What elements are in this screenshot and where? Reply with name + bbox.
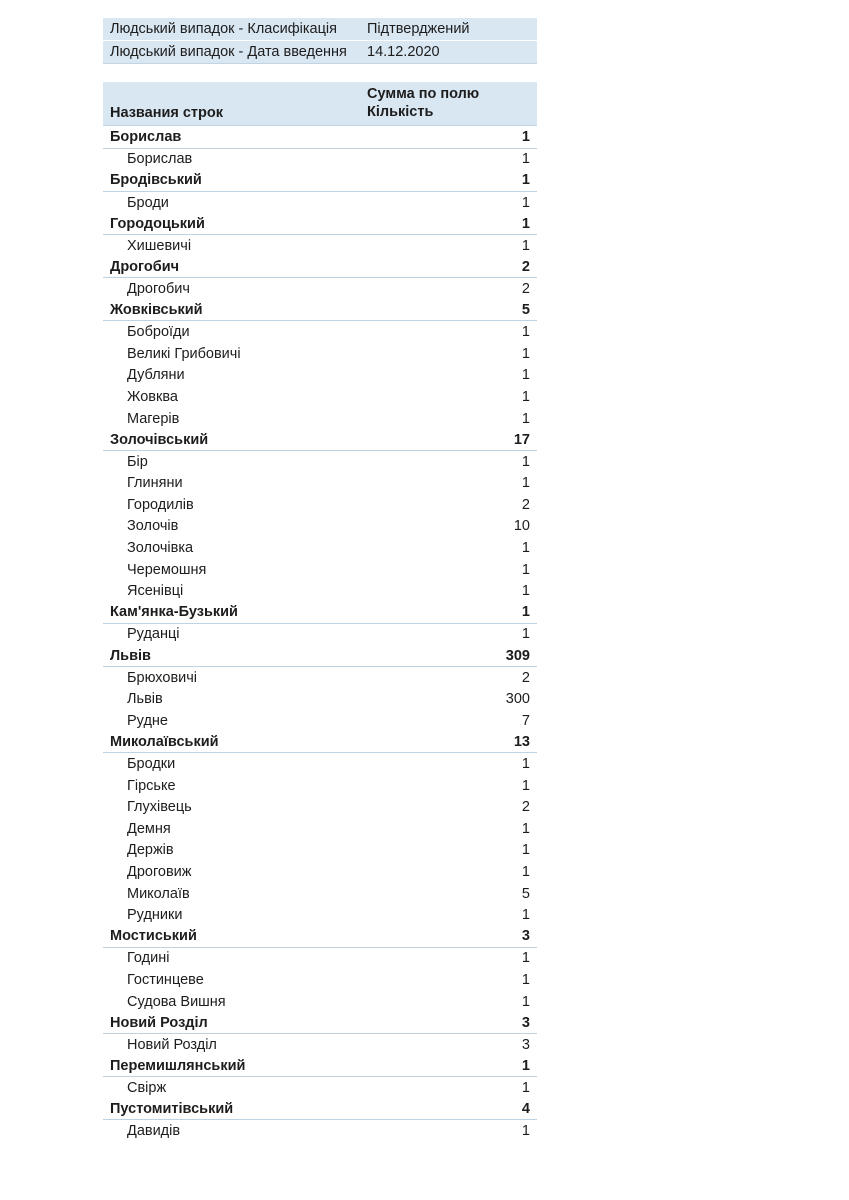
pivot-item-row <box>103 883 537 905</box>
row-labels-header-cell[interactable] <box>103 82 360 125</box>
pivot-item-row <box>103 235 537 257</box>
row-value-cell[interactable]: 2 <box>521 280 530 297</box>
row-label-cell[interactable]: Демня <box>127 820 171 837</box>
values-header-line2: Кількість <box>367 104 434 120</box>
pivot-item-row <box>103 537 537 559</box>
row-value-cell[interactable]: 5 <box>521 885 530 902</box>
row-value-cell[interactable]: 1 <box>521 215 530 232</box>
row-value-cell[interactable]: 1 <box>521 194 530 211</box>
pivot-item-row <box>103 321 537 343</box>
pivot-group-row <box>103 300 537 322</box>
pivot-item-row <box>103 1077 537 1099</box>
pivot-group-row <box>103 645 537 667</box>
pivot-item-row <box>103 991 537 1013</box>
row-label-cell[interactable]: Свірж <box>127 1079 167 1096</box>
pivot-item-row <box>103 775 537 797</box>
row-label-cell[interactable]: Давидів <box>127 1123 181 1140</box>
row-value-cell[interactable]: 1 <box>521 151 530 168</box>
row-label-cell[interactable]: Львів <box>127 691 163 708</box>
filter-row <box>103 40 537 63</box>
pivot-item-row <box>103 1034 537 1056</box>
pivot-group-row <box>103 257 537 279</box>
row-labels-header-text: Названия строк <box>110 105 224 121</box>
row-value-cell[interactable]: 7 <box>521 712 530 729</box>
row-value-cell[interactable]: 1 <box>521 475 530 492</box>
row-value-cell[interactable]: 3 <box>521 1014 530 1031</box>
row-value-cell[interactable]: 10 <box>513 518 530 535</box>
row-label-cell[interactable]: Кам'янка-Бузький <box>110 604 238 621</box>
row-value-cell[interactable]: 1 <box>521 237 530 254</box>
row-label-cell[interactable]: Черемошня <box>127 561 207 578</box>
row-value-cell[interactable]: 300 <box>505 691 530 708</box>
row-label-cell[interactable]: Хишевичі <box>127 237 192 254</box>
row-label-cell[interactable]: Броди <box>127 194 169 211</box>
pivot-filter-block <box>103 18 537 64</box>
row-value-cell[interactable]: 1 <box>521 950 530 967</box>
row-label-cell[interactable]: Рудники <box>127 907 183 924</box>
row-value-cell[interactable]: 1 <box>521 324 530 341</box>
row-label-cell[interactable]: Дроговиж <box>127 863 192 880</box>
row-label-cell[interactable]: Борислав <box>110 129 182 146</box>
row-value-cell[interactable]: 1 <box>521 777 530 794</box>
pivot-group-row <box>103 429 537 451</box>
row-value-cell[interactable]: 13 <box>513 733 530 750</box>
pivot-group-row <box>103 213 537 235</box>
row-value-cell[interactable]: 1 <box>521 129 530 146</box>
row-value-cell[interactable]: 1 <box>521 907 530 924</box>
row-value-cell[interactable]: 2 <box>521 258 530 275</box>
pivot-header-row <box>103 82 537 126</box>
row-label-cell[interactable]: Годині <box>127 950 170 967</box>
values-header-line1: Сумма по полю <box>367 86 480 102</box>
row-label-cell[interactable]: Миколаївський <box>110 733 219 750</box>
row-value-cell[interactable]: 1 <box>521 583 530 600</box>
pivot-item-row <box>103 840 537 862</box>
pivot-rows <box>103 127 537 1142</box>
pivot-item-row <box>103 948 537 970</box>
row-label-cell[interactable]: Держів <box>127 842 174 859</box>
pivot-item-row <box>103 861 537 883</box>
pivot-group-row <box>103 1012 537 1034</box>
pivot-group-row <box>103 1056 537 1078</box>
pivot-group-row <box>103 926 537 948</box>
row-value-cell[interactable]: 309 <box>505 647 530 664</box>
row-value-cell[interactable]: 1 <box>521 993 530 1010</box>
pivot-item-row <box>103 580 537 602</box>
row-value-cell[interactable]: 1 <box>521 604 530 621</box>
filter-value-cell[interactable]: 14.12.2020 <box>367 44 440 60</box>
pivot-item-row <box>103 278 537 300</box>
row-label-cell[interactable]: Дрогобич <box>127 280 190 297</box>
row-label-cell[interactable]: Бродки <box>127 756 176 773</box>
row-label-cell[interactable]: Глухівець <box>127 799 192 816</box>
row-label-cell[interactable]: Жовківський <box>110 302 203 319</box>
row-label-cell[interactable]: Жовква <box>127 388 178 405</box>
row-label-cell[interactable]: Перемишлянський <box>110 1057 246 1074</box>
row-value-cell[interactable]: 1 <box>521 367 530 384</box>
pivot-item-row <box>103 624 537 646</box>
row-label-cell[interactable]: Дубляни <box>127 367 185 384</box>
pivot-item-row <box>103 904 537 926</box>
pivot-item-row <box>103 386 537 408</box>
row-value-cell[interactable]: 2 <box>521 799 530 816</box>
filter-field-cell[interactable]: Людський випадок - Класифікація <box>110 21 337 37</box>
row-label-cell[interactable]: Гірське <box>127 777 176 794</box>
row-value-cell[interactable]: 4 <box>521 1101 530 1118</box>
row-label-cell[interactable]: Золочів <box>127 518 179 535</box>
row-label-cell[interactable]: Городоцький <box>110 215 205 232</box>
row-label-cell[interactable]: Бір <box>127 453 148 470</box>
pivot-item-row <box>103 451 537 473</box>
row-label-cell[interactable]: Ясенівці <box>127 583 184 600</box>
pivot-group-row <box>103 127 537 149</box>
row-value-cell[interactable]: 1 <box>521 842 530 859</box>
row-value-cell[interactable]: 3 <box>521 1036 530 1053</box>
row-value-cell[interactable]: 1 <box>521 540 530 557</box>
row-value-cell[interactable]: 3 <box>521 928 530 945</box>
row-value-cell[interactable]: 1 <box>521 626 530 643</box>
filter-row <box>103 18 537 40</box>
row-value-cell[interactable]: 2 <box>521 496 530 513</box>
filter-field-cell[interactable]: Людський випадок - Дата введення <box>110 44 347 60</box>
pivot-item-row <box>103 343 537 365</box>
row-value-cell[interactable]: 1 <box>521 863 530 880</box>
pivot-item-row <box>103 969 537 991</box>
pivot-item-row <box>103 1120 537 1142</box>
row-label-cell[interactable]: Золочівський <box>110 431 209 448</box>
pivot-item-row <box>103 473 537 495</box>
row-label-cell[interactable]: Глиняни <box>127 475 183 492</box>
row-label-cell[interactable]: Руданці <box>127 626 180 643</box>
row-value-cell[interactable]: 1 <box>521 1079 530 1096</box>
filter-value-cell[interactable]: Підтверджений <box>367 21 470 37</box>
pivot-item-row <box>103 753 537 775</box>
pivot-group-row <box>103 1099 537 1121</box>
row-label-cell[interactable]: Борислав <box>127 151 193 168</box>
pivot-table-report <box>103 18 537 1142</box>
row-value-cell[interactable]: 1 <box>521 410 530 427</box>
row-label-cell[interactable]: Городилів <box>127 496 194 513</box>
pivot-item-row <box>103 710 537 732</box>
row-label-cell[interactable]: Львів <box>110 647 151 664</box>
row-label-cell[interactable]: Магерів <box>127 410 180 427</box>
row-label-cell[interactable]: Мостиський <box>110 928 197 945</box>
row-value-cell[interactable]: 17 <box>513 431 530 448</box>
row-value-cell[interactable]: 1 <box>521 345 530 362</box>
pivot-item-row <box>103 149 537 171</box>
row-label-cell[interactable]: Золочівка <box>127 540 194 557</box>
row-label-cell[interactable]: Великі Грибовичі <box>127 345 241 362</box>
pivot-item-row <box>103 516 537 538</box>
row-value-cell[interactable]: 1 <box>521 1057 530 1074</box>
pivot-item-row <box>103 408 537 430</box>
row-value-cell[interactable]: 1 <box>521 971 530 988</box>
row-label-cell[interactable]: Пустомитівський <box>110 1101 234 1118</box>
row-label-cell[interactable]: Миколаїв <box>127 885 190 902</box>
row-value-cell[interactable]: 2 <box>521 669 530 686</box>
row-label-cell[interactable]: Дрогобич <box>110 258 180 275</box>
pivot-group-row <box>103 732 537 754</box>
row-value-cell[interactable]: 5 <box>521 302 530 319</box>
row-label-cell[interactable]: Гостинцеве <box>127 971 204 988</box>
pivot-item-row <box>103 818 537 840</box>
row-value-cell[interactable]: 1 <box>521 561 530 578</box>
row-label-cell[interactable]: Судова Вишня <box>127 993 226 1010</box>
row-label-cell[interactable]: Новий Розділ <box>110 1014 208 1031</box>
row-value-cell[interactable]: 1 <box>521 756 530 773</box>
pivot-item-row <box>103 688 537 710</box>
row-label-cell[interactable]: Бродівський <box>110 172 202 189</box>
row-label-cell[interactable]: Брюховичі <box>127 669 198 686</box>
row-value-cell[interactable]: 1 <box>521 1123 530 1140</box>
row-label-cell[interactable]: Новий Розділ <box>127 1036 217 1053</box>
pivot-item-row <box>103 494 537 516</box>
pivot-item-row <box>103 192 537 214</box>
row-label-cell[interactable]: Рудне <box>127 712 168 729</box>
row-value-cell[interactable]: 1 <box>521 172 530 189</box>
pivot-item-row <box>103 796 537 818</box>
values-header-cell[interactable] <box>360 82 537 125</box>
pivot-group-row <box>103 602 537 624</box>
pivot-item-row <box>103 559 537 581</box>
row-value-cell[interactable]: 1 <box>521 820 530 837</box>
pivot-item-row <box>103 365 537 387</box>
pivot-item-row <box>103 667 537 689</box>
pivot-group-row <box>103 170 537 192</box>
row-value-cell[interactable]: 1 <box>521 453 530 470</box>
row-value-cell[interactable]: 1 <box>521 388 530 405</box>
row-label-cell[interactable]: Боброїди <box>127 324 190 341</box>
